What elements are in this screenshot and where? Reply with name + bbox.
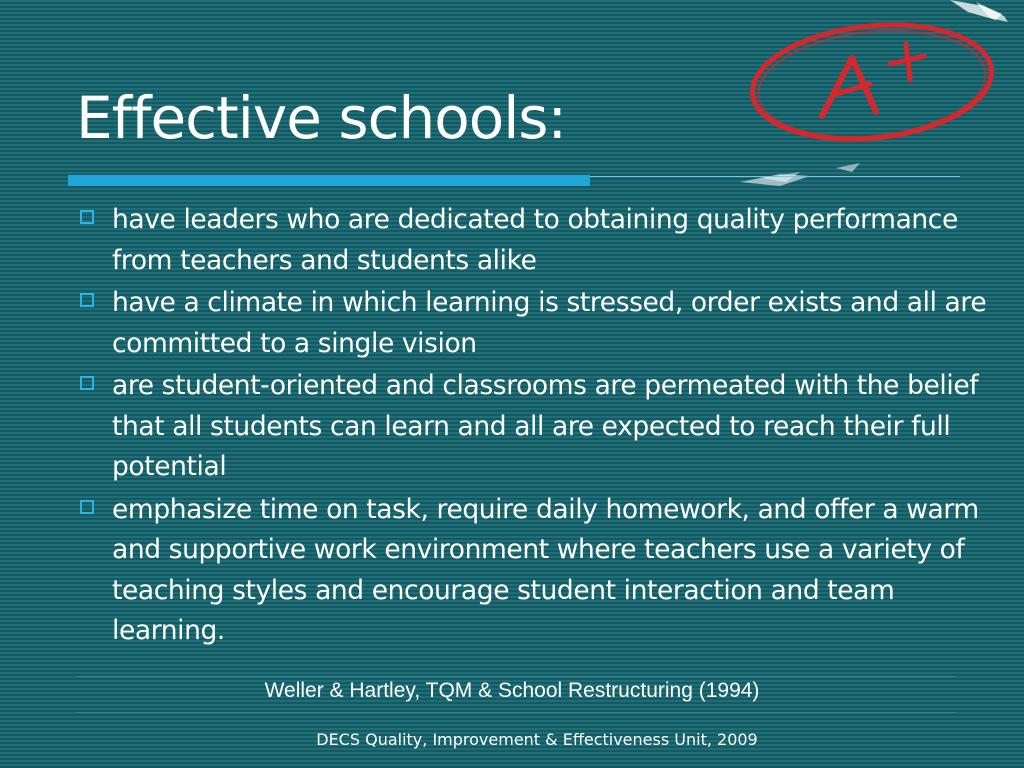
bullet-text: are student-oriented and classrooms are permeated with the belief that all students can learn and all are expected to reach their full potential (112, 370, 979, 482)
hollow-square-bullet-icon (80, 500, 94, 514)
citation-divider-top (76, 676, 956, 677)
bullet-item (76, 200, 996, 281)
bullet-item (76, 283, 996, 364)
bullet-text: emphasize time on task, require daily homework, and offer a warm and supportive work environment where teachers use a variety of teaching styles and encourage student interaction and team learning. (112, 493, 979, 646)
hollow-square-bullet-icon (80, 210, 94, 224)
grade-a-plus-icon (740, 0, 1024, 190)
bullet-text: have a climate in which learning is stressed, order exists and all are committed to a single vision (112, 287, 987, 359)
bullet-item (76, 490, 996, 652)
hollow-square-bullet-icon (80, 376, 94, 390)
citation-text: Weller & Hartley, TQM & School Restructuring (1994) (264, 679, 760, 702)
bullet-text: have leaders who are dedicated to obtaining quality performance from teachers and students alike (112, 204, 958, 276)
bullet-item (76, 366, 996, 488)
slide-title: Effective schools: (76, 84, 567, 152)
citation-divider-bottom (76, 712, 956, 713)
title-underline-bar (68, 175, 590, 186)
hollow-square-bullet-icon (80, 293, 94, 307)
bullet-list (76, 200, 996, 654)
title-underline-thin-line (590, 176, 960, 177)
slide-footer: DECS Quality, Improvement & Effectiveness Unit, 2009 (316, 730, 758, 749)
